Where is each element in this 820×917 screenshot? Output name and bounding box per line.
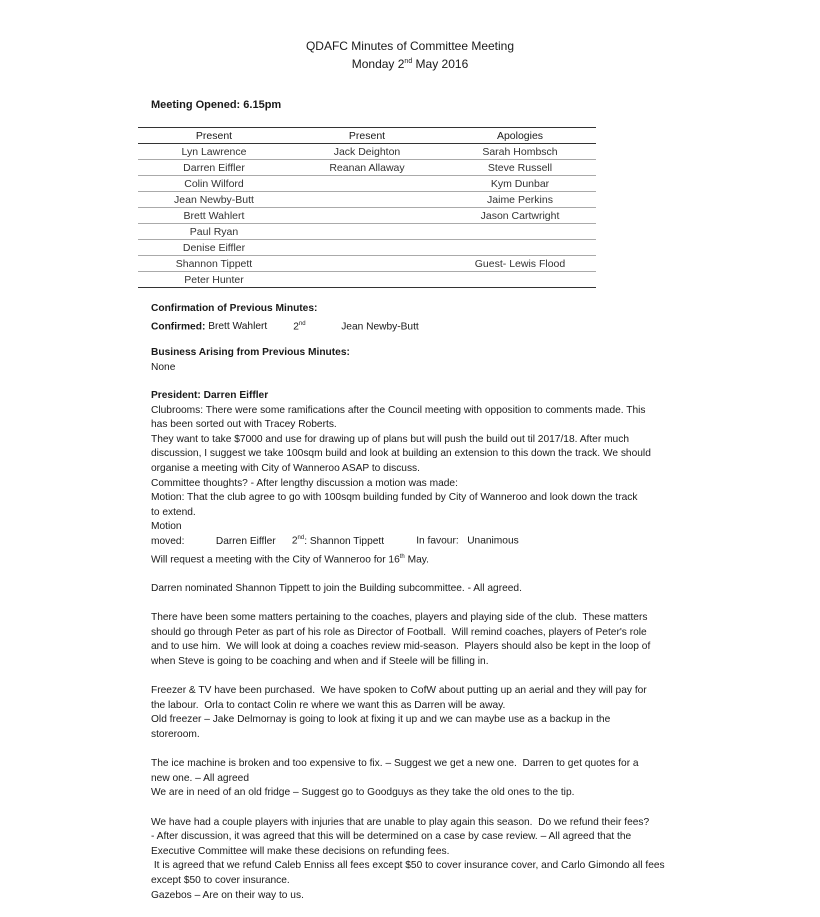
- attendance-cell: Colin Wilford: [138, 176, 290, 192]
- motion-seconder: : Shannon Tippett: [304, 535, 385, 547]
- paragraph-line: and to use him. We will look at doing a coaches review mid-season. Players should also be kept in the loop of: [151, 641, 651, 653]
- paragraph-line: We have had a couple players with injuries that are unable to play again this season. Do we refund their fees?: [151, 816, 650, 828]
- attendance-row: [138, 176, 596, 192]
- motion-label: Motion moved:: [151, 521, 185, 547]
- paragraph-line: Executive Committee will make these decisions on refunding fees.: [151, 845, 450, 857]
- attendance-cell: Shannon Tippett: [138, 256, 290, 272]
- attendance-cell: [290, 224, 444, 240]
- paragraph-line: when Steve is going to be coaching and when and if Steele will be filling in.: [151, 656, 489, 668]
- confirmed-by: Brett Wahlert: [208, 320, 268, 332]
- president-line: Clubrooms: There were some ramifications after the Council meeting with opposition to comments made. This: [151, 404, 646, 416]
- motion-line: Motion moved: Darren Eiffler 2nd: Shannon Tippett In favour: Unanimous: [151, 520, 691, 549]
- attendance-cell: [290, 192, 444, 208]
- president-line: discussion, I suggest we take 100sqm build and look at building an extension to this down the track. We should: [151, 448, 651, 460]
- paragraph-line: - After discussion, it was agreed that this will be determined on a case by case review. – All agreed that the: [151, 831, 632, 843]
- attendance-cell: [444, 224, 596, 240]
- paragraph-line: should go through Peter as part of his role as Director of Football. Will remind coaches, players of Peter's role: [151, 626, 647, 638]
- attendance-cell: [290, 176, 444, 192]
- confirmed-label: Confirmed:: [151, 320, 206, 332]
- paragraph-line: The ice machine is broken and too expensive to fix. – Suggest we get a new one. Darren to get quotes for a: [151, 758, 639, 770]
- date-text: Monday 2: [351, 57, 405, 71]
- paragraph-line: Freezer & TV have been purchased. We have spoken to CofW about putting up an aerial and they will pay for: [151, 685, 647, 697]
- date-text-end: May 2016: [412, 57, 469, 71]
- attendance-cell: Jean Newby-Butt: [138, 192, 290, 208]
- president-section: [151, 389, 691, 903]
- president-line: to extend.: [151, 506, 196, 518]
- paragraph-line: the labour. Orla to contact Colin re where we want this as Darren will be away.: [151, 699, 506, 711]
- attendance-cell: Brett Wahlert: [138, 208, 290, 224]
- meeting-opened: Meeting Opened: 6.15pm: [151, 99, 282, 111]
- paragraph-line: Old freezer – Jake Delmornay is going to look at fixing it up and we can maybe use as a backup in the: [151, 714, 611, 726]
- paragraph-line: We are in need of an old fridge – Suggest go to Goodguys as they take the old ones to the tip.: [151, 787, 575, 799]
- confirmation-section: [151, 302, 691, 335]
- paragraph-line: Gazebos – Are on their way to us.: [151, 889, 304, 901]
- column-header: Present: [290, 128, 444, 144]
- date-line: [0, 54, 820, 72]
- business-heading: Business Arising from Previous Minutes:: [151, 347, 350, 358]
- coaches-paragraph: [151, 611, 691, 669]
- attendance-cell: Jaime Perkins: [444, 192, 596, 208]
- second-marker: 2nd: [293, 320, 306, 332]
- paragraph-line: storeroom.: [151, 729, 200, 741]
- favour-value: Unanimous: [467, 535, 519, 547]
- president-line: has been sorted out with Tracey Roberts.: [151, 419, 337, 431]
- paragraph-line: It is agreed that we refund Caleb Enniss all fees except $50 to cover insurance cover, and Carlo Gimondo all fees: [151, 860, 665, 872]
- column-header: Apologies: [444, 128, 596, 144]
- attendance-cell: Guest- Lewis Flood: [444, 256, 596, 272]
- attendance-cell: Reanan Allaway: [290, 160, 444, 176]
- freezer-paragraph: [151, 684, 691, 742]
- attendance-row: [138, 240, 596, 256]
- attendance-cell: Darren Eiffler: [138, 160, 290, 176]
- attendance-cell: Jason Cartwright: [444, 208, 596, 224]
- injuries-paragraph: [151, 816, 691, 904]
- attendance-cell: Peter Hunter: [138, 272, 290, 288]
- business-arising-section: [151, 346, 691, 375]
- request-line: Will request a meeting with the City of Wanneroo for 16th May.: [151, 553, 429, 565]
- ice-machine-paragraph: [151, 757, 691, 801]
- date-suffix: nd: [404, 58, 413, 65]
- paragraph-line: new one. – All agreed: [151, 772, 249, 784]
- president-line: Motion: That the club agree to go with 100sqm building funded by City of Wanneroo and look down the track: [151, 492, 638, 504]
- attendance-row: [138, 208, 596, 224]
- attendance-cell: [290, 240, 444, 256]
- paragraph-line: There have been some matters pertaining to the coaches, players and playing side of the club. These matters: [151, 612, 648, 624]
- attendance-table: [138, 127, 596, 288]
- motion-mover: Darren Eiffler: [215, 535, 276, 547]
- attendance-row: [138, 160, 596, 176]
- president-line: They want to take $7000 and use for drawing up of plans but will push the build out til 2017/18. After much: [151, 433, 629, 445]
- confirmation-heading: Confirmation of Previous Minutes:: [151, 303, 318, 314]
- attendance-cell: [290, 208, 444, 224]
- president-line: Committee thoughts? - After lengthy discussion a motion was made:: [151, 477, 458, 489]
- attendance-cell: Denise Eiffler: [138, 240, 290, 256]
- document-title: [0, 38, 820, 72]
- president-lines: [151, 404, 691, 521]
- president-line: organise a meeting with City of Wanneroo ASAP to discuss.: [151, 462, 420, 474]
- attendance-cell: [444, 240, 596, 256]
- attendance-row: [138, 144, 596, 160]
- president-heading: President: Darren Eiffler: [151, 390, 269, 401]
- attendance-cell: Lyn Lawrence: [138, 144, 290, 160]
- attendance-cell: Kym Dunbar: [444, 176, 596, 192]
- attendance-row: [138, 256, 596, 272]
- attendance-row: [138, 224, 596, 240]
- attendance-cell: [290, 272, 444, 288]
- nomination-paragraph: Darren nominated Shannon Tippett to join the Building subcommittee. - All agreed.: [151, 583, 522, 595]
- attendance-cell: [444, 272, 596, 288]
- attendance-cell: Steve Russell: [444, 160, 596, 176]
- attendance-cell: Sarah Hombsch: [444, 144, 596, 160]
- confirmation-line: [151, 317, 691, 335]
- attendance-row: [138, 192, 596, 208]
- attendance-cell: Jack Deighton: [290, 144, 444, 160]
- attendance-header-row: [138, 128, 596, 144]
- seconder: Jean Newby-Butt: [341, 320, 419, 332]
- attendance-cell: Paul Ryan: [138, 224, 290, 240]
- title-line: QDAFC Minutes of Committee Meeting: [305, 39, 515, 53]
- column-header: Present: [138, 128, 290, 144]
- attendance-cell: [290, 256, 444, 272]
- business-text: None: [151, 361, 176, 373]
- attendance-row: [138, 272, 596, 288]
- paragraph-line: except $50 to cover insurance.: [151, 874, 290, 886]
- favour-label: In favour:: [416, 535, 459, 547]
